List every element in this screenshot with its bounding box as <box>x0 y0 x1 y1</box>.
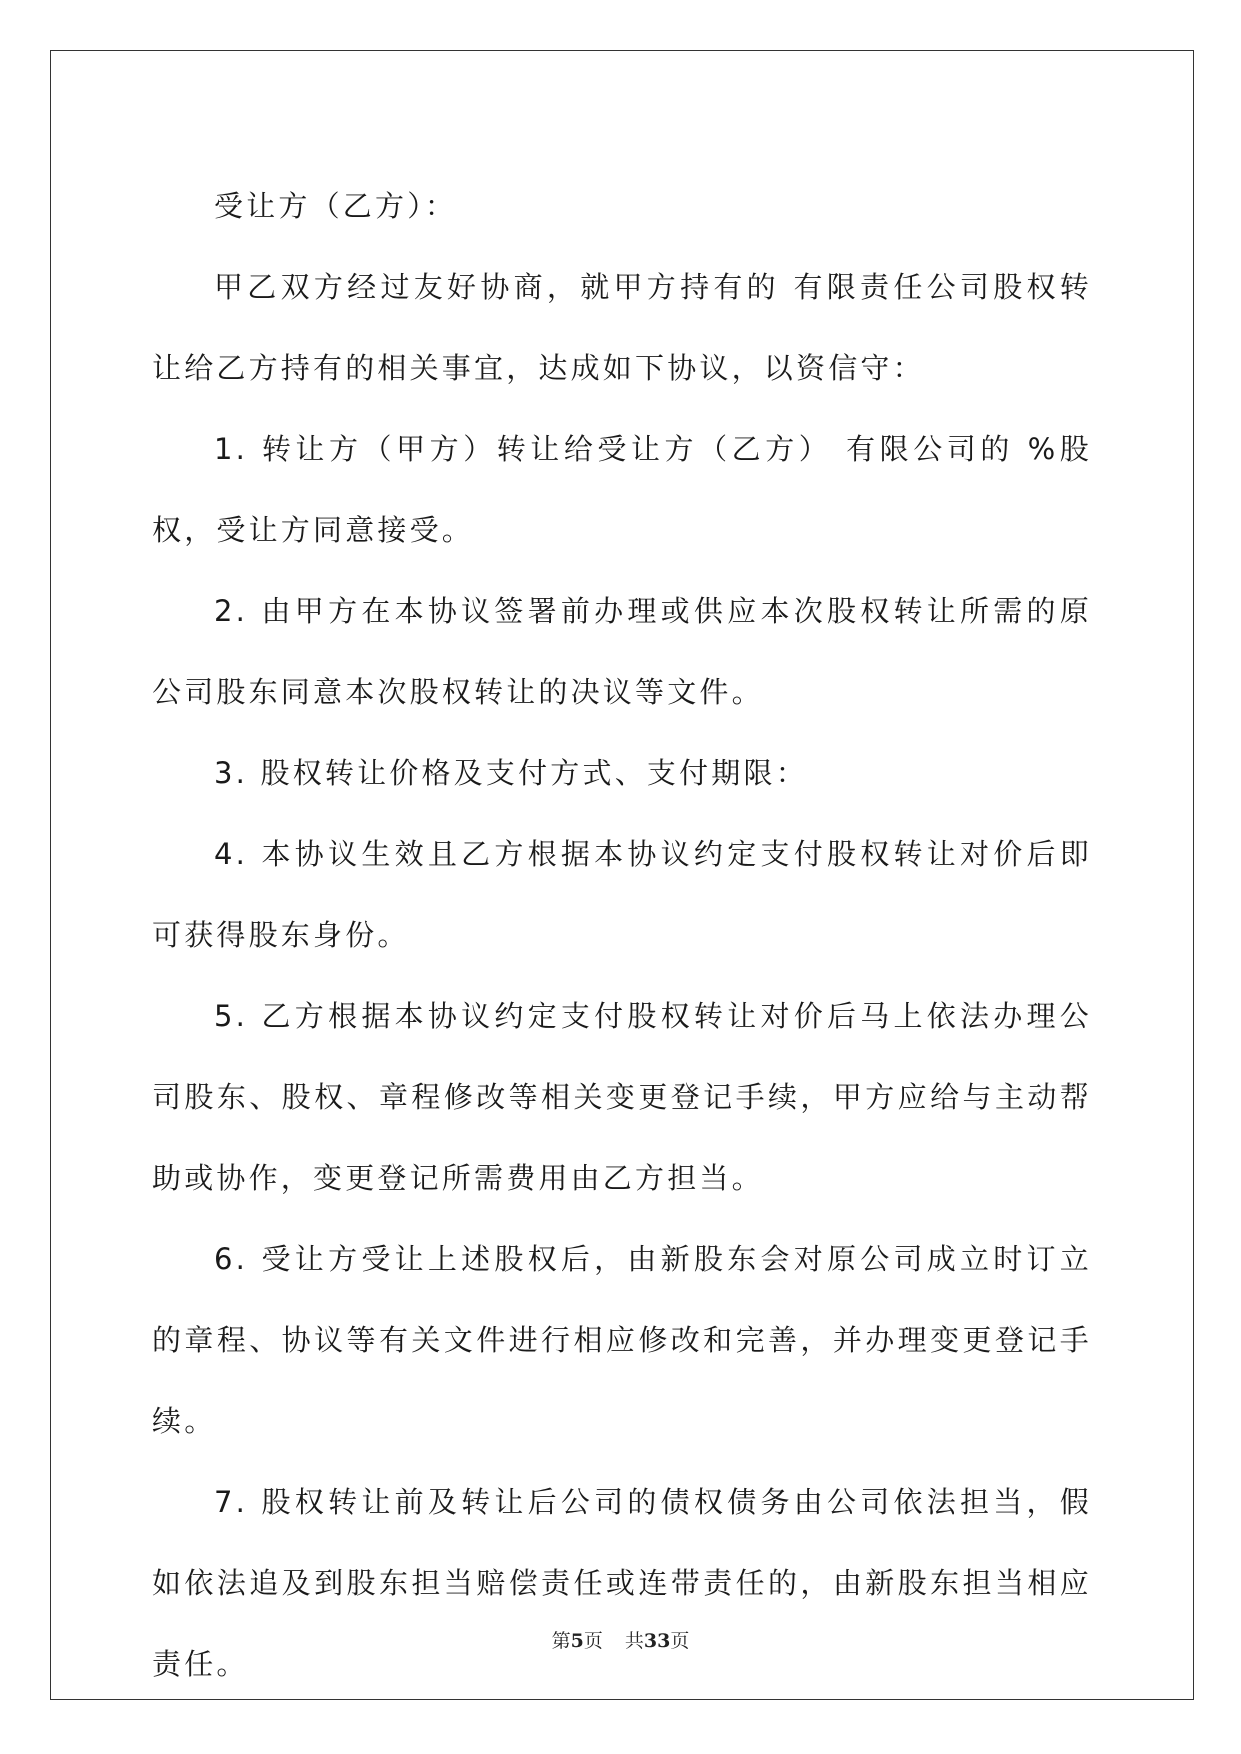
total-prefix: 共 <box>624 1630 644 1652</box>
total-pages: 33 <box>643 1630 671 1652</box>
clause-2: 2. 由甲方在本协议签署前办理或供应本次股权转让所需的原公司股东同意本次股权转让的决议等文件。 <box>152 594 1092 709</box>
page-number: 5 <box>570 1630 584 1652</box>
clause-1: 1. 转让方（甲方）转让给受让方（乙方） 有限公司的 %股权，受让方同意接受。 <box>152 432 1092 547</box>
document-body <box>152 166 1092 1705</box>
total-suffix: 页 <box>670 1630 690 1652</box>
preamble-paragraph: 甲乙双方经过友好协商，就甲方持有的 有限责任公司股权转让给乙方持有的相关事宜，达成如下协议，以资信守： <box>152 270 1092 385</box>
page-prefix: 第 <box>551 1630 571 1652</box>
clause-7: 7. 股权转让前及转让后公司的债权债务由公司依法担当，假如依法追及到股东担当赔偿责任或连带责任的，由新股东担当相应责任。 <box>152 1485 1092 1681</box>
clause-3: 3. 股权转让价格及支付方式、支付期限： <box>214 756 808 790</box>
party-b-line: 受让方（乙方）： <box>214 189 458 223</box>
page-suffix: 页 <box>583 1630 603 1652</box>
page-footer <box>0 1626 1241 1653</box>
clause-4: 4. 本协议生效且乙方根据本协议约定支付股权转让对价后即可获得股东身份。 <box>152 837 1092 952</box>
clause-5: 5. 乙方根据本协议约定支付股权转让对价后马上依法办理公司股东、股权、章程修改等相关变更登记手续，甲方应给与主动帮助或协作，变更登记所需费用由乙方担当。 <box>152 999 1092 1195</box>
clause-6: 6. 受让方受让上述股权后，由新股东会对原公司成立时订立的章程、协议等有关文件进行相应修改和完善，并办理变更登记手续。 <box>152 1242 1092 1438</box>
